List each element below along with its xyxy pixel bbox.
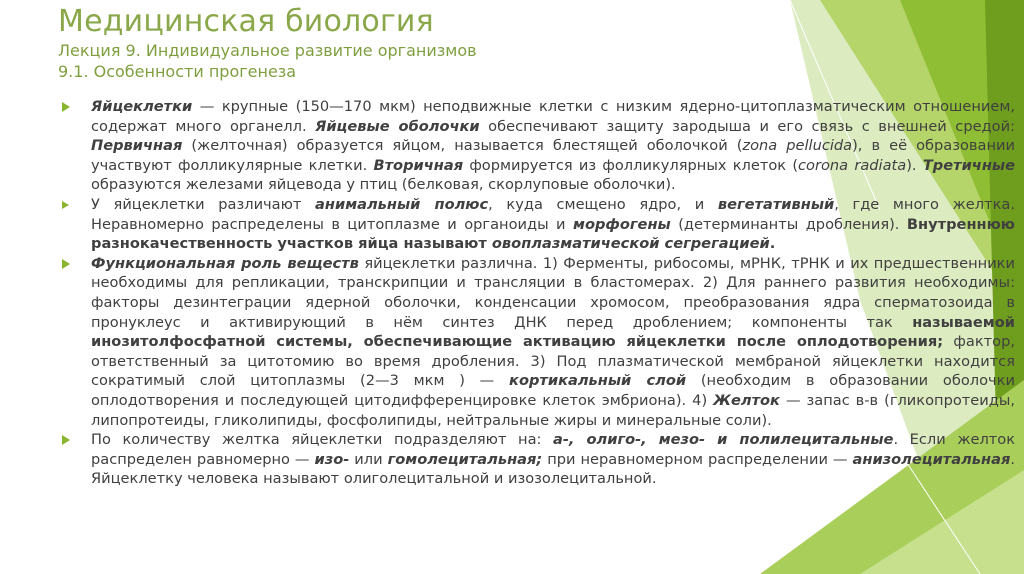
bullet-text-segment: фактор, ответственный за цитотомию во время дробления. 3) Под плазматической мембраной яйцеклетки находится сократимый слой цитоплазмы (2—3 мкм ) — xyxy=(91,333,1015,390)
bullet-text-segment: кортикальный слой xyxy=(509,372,687,390)
bullet-text-segment: образуются железами яйцевода у птиц (белковая, скорлуповые оболочки). xyxy=(91,176,676,194)
bullet-text-segment: . Яйцеклетку человека называют олиголецитальной и изозолецитальной. xyxy=(91,450,1015,488)
bullet-text-segment: (детерминанты дробления). xyxy=(670,215,907,233)
bullet-text-segment: Первичная xyxy=(91,137,183,155)
bullet-text-segment: Яйцевые оболочки xyxy=(315,117,480,135)
bullet-text-segment: zona pellucida xyxy=(742,137,853,155)
arrow-bullet-icon xyxy=(62,201,69,209)
bullet-text-segment: называемой инозитолфосфатной системы, обеспечивающие активацию яйцеклетки после оплодотворения; xyxy=(91,313,1015,351)
bullet-text-segment: — запас в-в (гликопротеиды, липопротеиды, гликолипиды, фосфолипиды, нейтральные жиры и минеральные соли). xyxy=(91,391,1015,429)
bullet-text-segment: . xyxy=(769,235,776,253)
bullet-text-segment: гомолецитальная; xyxy=(387,450,543,468)
bullet-text-segment: а-, олиго-, мезо- и полилецитальные xyxy=(553,431,894,449)
section-subtitle: 9.1. Особенности прогенеза xyxy=(58,62,297,81)
arrow-bullet-icon xyxy=(62,102,70,112)
bullet-text-segment: , где много желтка. Неравномерно распределены в цитоплазме и органоиды и xyxy=(91,195,1015,233)
bullet-text-segment: . Если желток распределен равномерно — xyxy=(91,431,1016,468)
bullet-text-segment: формируется из фолликулярных клеток ( xyxy=(463,156,799,174)
bullet-text-segment: , куда смещено ядро, и xyxy=(488,195,718,213)
bullet-text-segment: Яйцеклетки xyxy=(91,98,193,115)
bullet-text-segment: при неравномерном распределении — xyxy=(542,450,853,468)
bullet-text-segment: (желточная) образуется яйцом, называется блестящей оболочкой ( xyxy=(182,137,743,155)
bullet-text-segment: (необходим в образовании оболочки оплодотворения и последующей цитодифференцировке клеток эмбриона). 4) xyxy=(91,372,1015,409)
bullet-text-segment: Внутреннюю разнокачественность участков яйца называют xyxy=(91,215,1015,253)
arrow-bullet-icon xyxy=(62,435,70,445)
arrow-bullet-icon xyxy=(62,259,70,269)
bullet-text-segment: обеспечивают защиту зародыша и его связь с внешней средой: xyxy=(479,117,1015,135)
bullet-text-segment: — крупные (150—170 мкм) неподвижные клетки с низким ядерно-цитоплазматическим отношением, содержат много органелл. xyxy=(91,98,1015,135)
bullet-text-segment: или xyxy=(349,450,388,468)
lecture-subtitle: Лекция 9. Индивидуальное развитие организмов xyxy=(58,41,477,60)
bullet-item xyxy=(60,195,1015,254)
bullet-text-segment: изо- xyxy=(314,450,350,468)
bullet-text-segment: Третичные xyxy=(922,156,1015,174)
bullet-text-segment: ). xyxy=(906,156,923,174)
bullet-text-segment: У яйцеклетки различают xyxy=(91,195,316,213)
bullet-item xyxy=(60,254,1015,430)
slide-title: Медицинская биология xyxy=(58,4,434,39)
bullet-text-segment: анизолецитальная xyxy=(852,450,1011,468)
bullet-list xyxy=(60,97,1015,489)
bullet-text-segment: морфогены xyxy=(573,215,671,233)
bullet-text-segment: анимальный полюс xyxy=(315,195,489,213)
bullet-text-segment: Желток xyxy=(713,391,780,409)
bullet-text-segment: По количеству желтка яйцеклетки подразделяют на: xyxy=(91,431,554,449)
bullet-text-segment: Вторичная xyxy=(373,156,464,174)
bullet-text-segment: овоплазматической сегрегацией xyxy=(491,235,770,253)
bullet-text-segment: яйцеклетки различна. 1) Ферменты, рибосомы, мРНК, тРНК и их предшественники необходимы для репликации, транскрипции и трансляции в бластомерах. 2) Для раннего развития необходимы: факторы дезинтеграции ядерной оболочки, конденсации хромосом, преобразования ядра сперматозоида в пронуклеус и активирующий в нём синтез ДНК перед дроблением; компоненты так xyxy=(91,254,1015,331)
bullet-text-segment: ), в её образовании участвуют фолликулярные клетки. xyxy=(91,137,1015,174)
bullet-text-segment: corona radiata xyxy=(798,156,907,174)
bullet-text-segment: вегетативный xyxy=(717,195,835,213)
bullet-item xyxy=(60,430,1015,489)
title-block xyxy=(58,4,778,82)
bullet-text-segment: Функциональная роль веществ xyxy=(91,254,359,272)
bullet-item xyxy=(60,97,1015,195)
